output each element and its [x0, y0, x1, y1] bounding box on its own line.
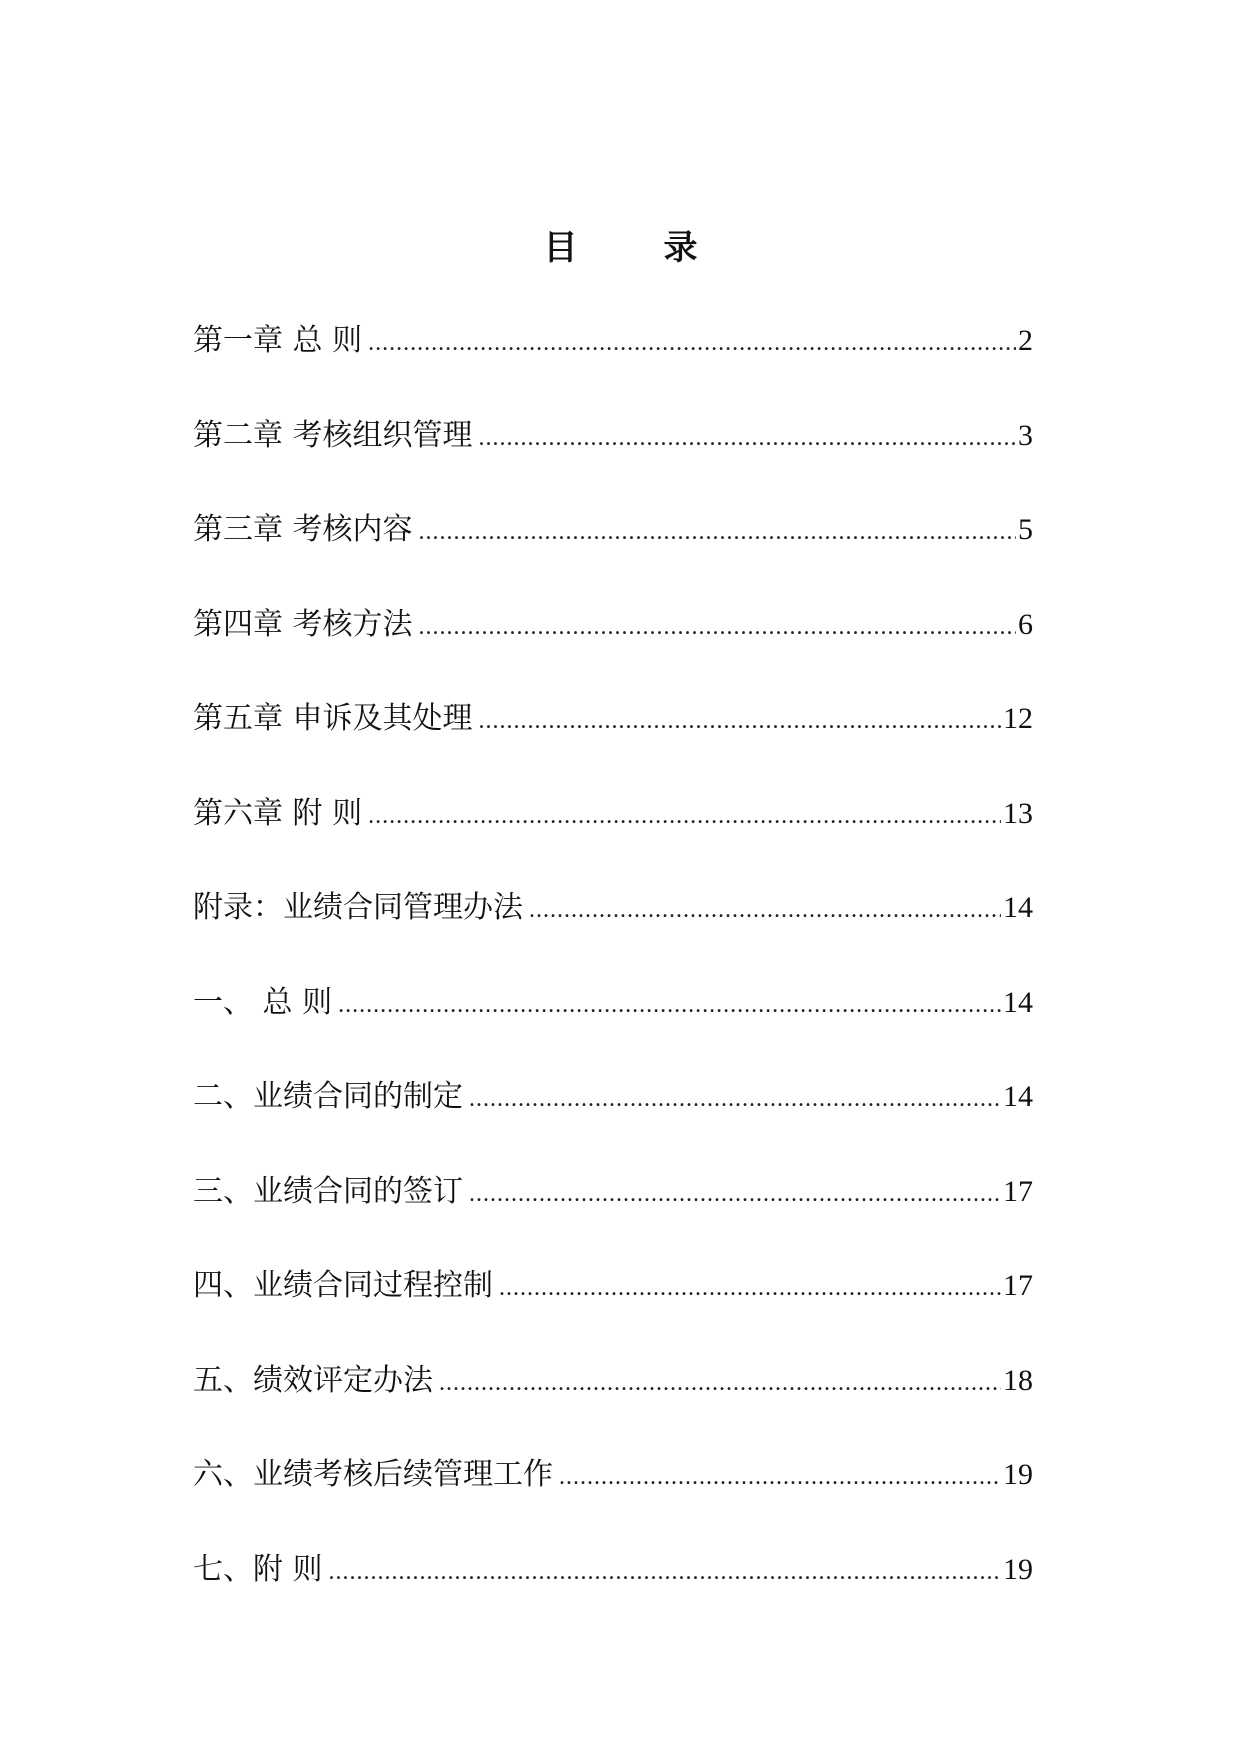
toc-entry[interactable]: [193, 1172, 1033, 1267]
toc-entry-page: 17: [1003, 1269, 1033, 1302]
toc-entry-label: 四、业绩合同过程控制: [193, 1268, 493, 1303]
toc-list: [193, 321, 1033, 1644]
toc-entry-page: 14: [1003, 891, 1033, 924]
toc-entry-label: 第二章 考核组织管理: [193, 417, 473, 453]
toc-entry[interactable]: [193, 699, 1033, 794]
toc-entry-page: 5: [1018, 513, 1033, 546]
toc-entry-label: 第六章 附 则: [193, 795, 363, 831]
toc-entry-label: 三、业绩合同的签订: [193, 1173, 463, 1209]
toc-dot-leader: [368, 323, 1016, 363]
toc-entry-page: 19: [1003, 1458, 1033, 1491]
toc-entry[interactable]: [193, 983, 1033, 1078]
toc-entry-page: 2: [1018, 324, 1033, 357]
toc-entry[interactable]: [193, 1361, 1033, 1456]
toc-entry-page: 6: [1018, 607, 1033, 641]
toc-entry-label: 附录：业绩合同管理办法: [193, 890, 523, 925]
toc-entry-page: 14: [1003, 985, 1033, 1019]
toc-entry-label: 六、业绩考核后续管理工作: [193, 1457, 553, 1492]
toc-title: 目 录: [543, 228, 724, 268]
toc-entry[interactable]: [193, 888, 1033, 983]
toc-dot-leader: [499, 1268, 1001, 1308]
toc-dot-leader: [529, 890, 1001, 930]
toc-entry-page: 13: [1003, 796, 1033, 830]
toc-entry-label: 第一章 总 则: [193, 323, 363, 358]
toc-dot-leader: [419, 512, 1016, 552]
toc-entry-page: 17: [1003, 1174, 1033, 1208]
toc-dot-leader: [338, 985, 1001, 1025]
toc-entry-label: 第四章 考核方法: [193, 606, 413, 642]
toc-dot-leader: [419, 607, 1016, 647]
toc-entry[interactable]: [193, 1455, 1033, 1550]
toc-entry-page: 3: [1018, 418, 1033, 452]
toc-dot-leader: [479, 701, 1001, 741]
toc-entry[interactable]: [193, 1266, 1033, 1361]
toc-entry[interactable]: [193, 416, 1033, 511]
toc-entry-page: 18: [1003, 1363, 1033, 1397]
toc-entry[interactable]: [193, 794, 1033, 889]
toc-entry-label: 七、附 则: [193, 1551, 323, 1587]
toc-entry[interactable]: [193, 321, 1033, 416]
toc-dot-leader: [469, 1174, 1001, 1214]
toc-entry[interactable]: [193, 605, 1033, 700]
toc-entry-page: 12: [1003, 702, 1033, 735]
toc-dot-leader: [439, 1363, 1001, 1403]
toc-entry[interactable]: [193, 1077, 1033, 1172]
toc-dot-leader: [559, 1457, 1001, 1497]
toc-dot-leader: [479, 418, 1016, 458]
toc-entry-page: 14: [1003, 1080, 1033, 1113]
toc-entry-page: 19: [1003, 1552, 1033, 1586]
toc-dot-leader: [329, 1552, 1001, 1592]
toc-entry-label: 第五章 申诉及其处理: [193, 701, 473, 736]
toc-entry-label: 二、业绩合同的制定: [193, 1079, 463, 1114]
toc-entry-label: 五、绩效评定办法: [193, 1362, 433, 1398]
toc-entry[interactable]: [193, 1550, 1033, 1645]
toc-dot-leader: [368, 796, 1001, 836]
toc-dot-leader: [469, 1079, 1001, 1119]
toc-entry-label: 一、 总 则: [193, 984, 333, 1020]
toc-entry-label: 第三章 考核内容: [193, 512, 413, 547]
toc-entry[interactable]: [193, 510, 1033, 605]
